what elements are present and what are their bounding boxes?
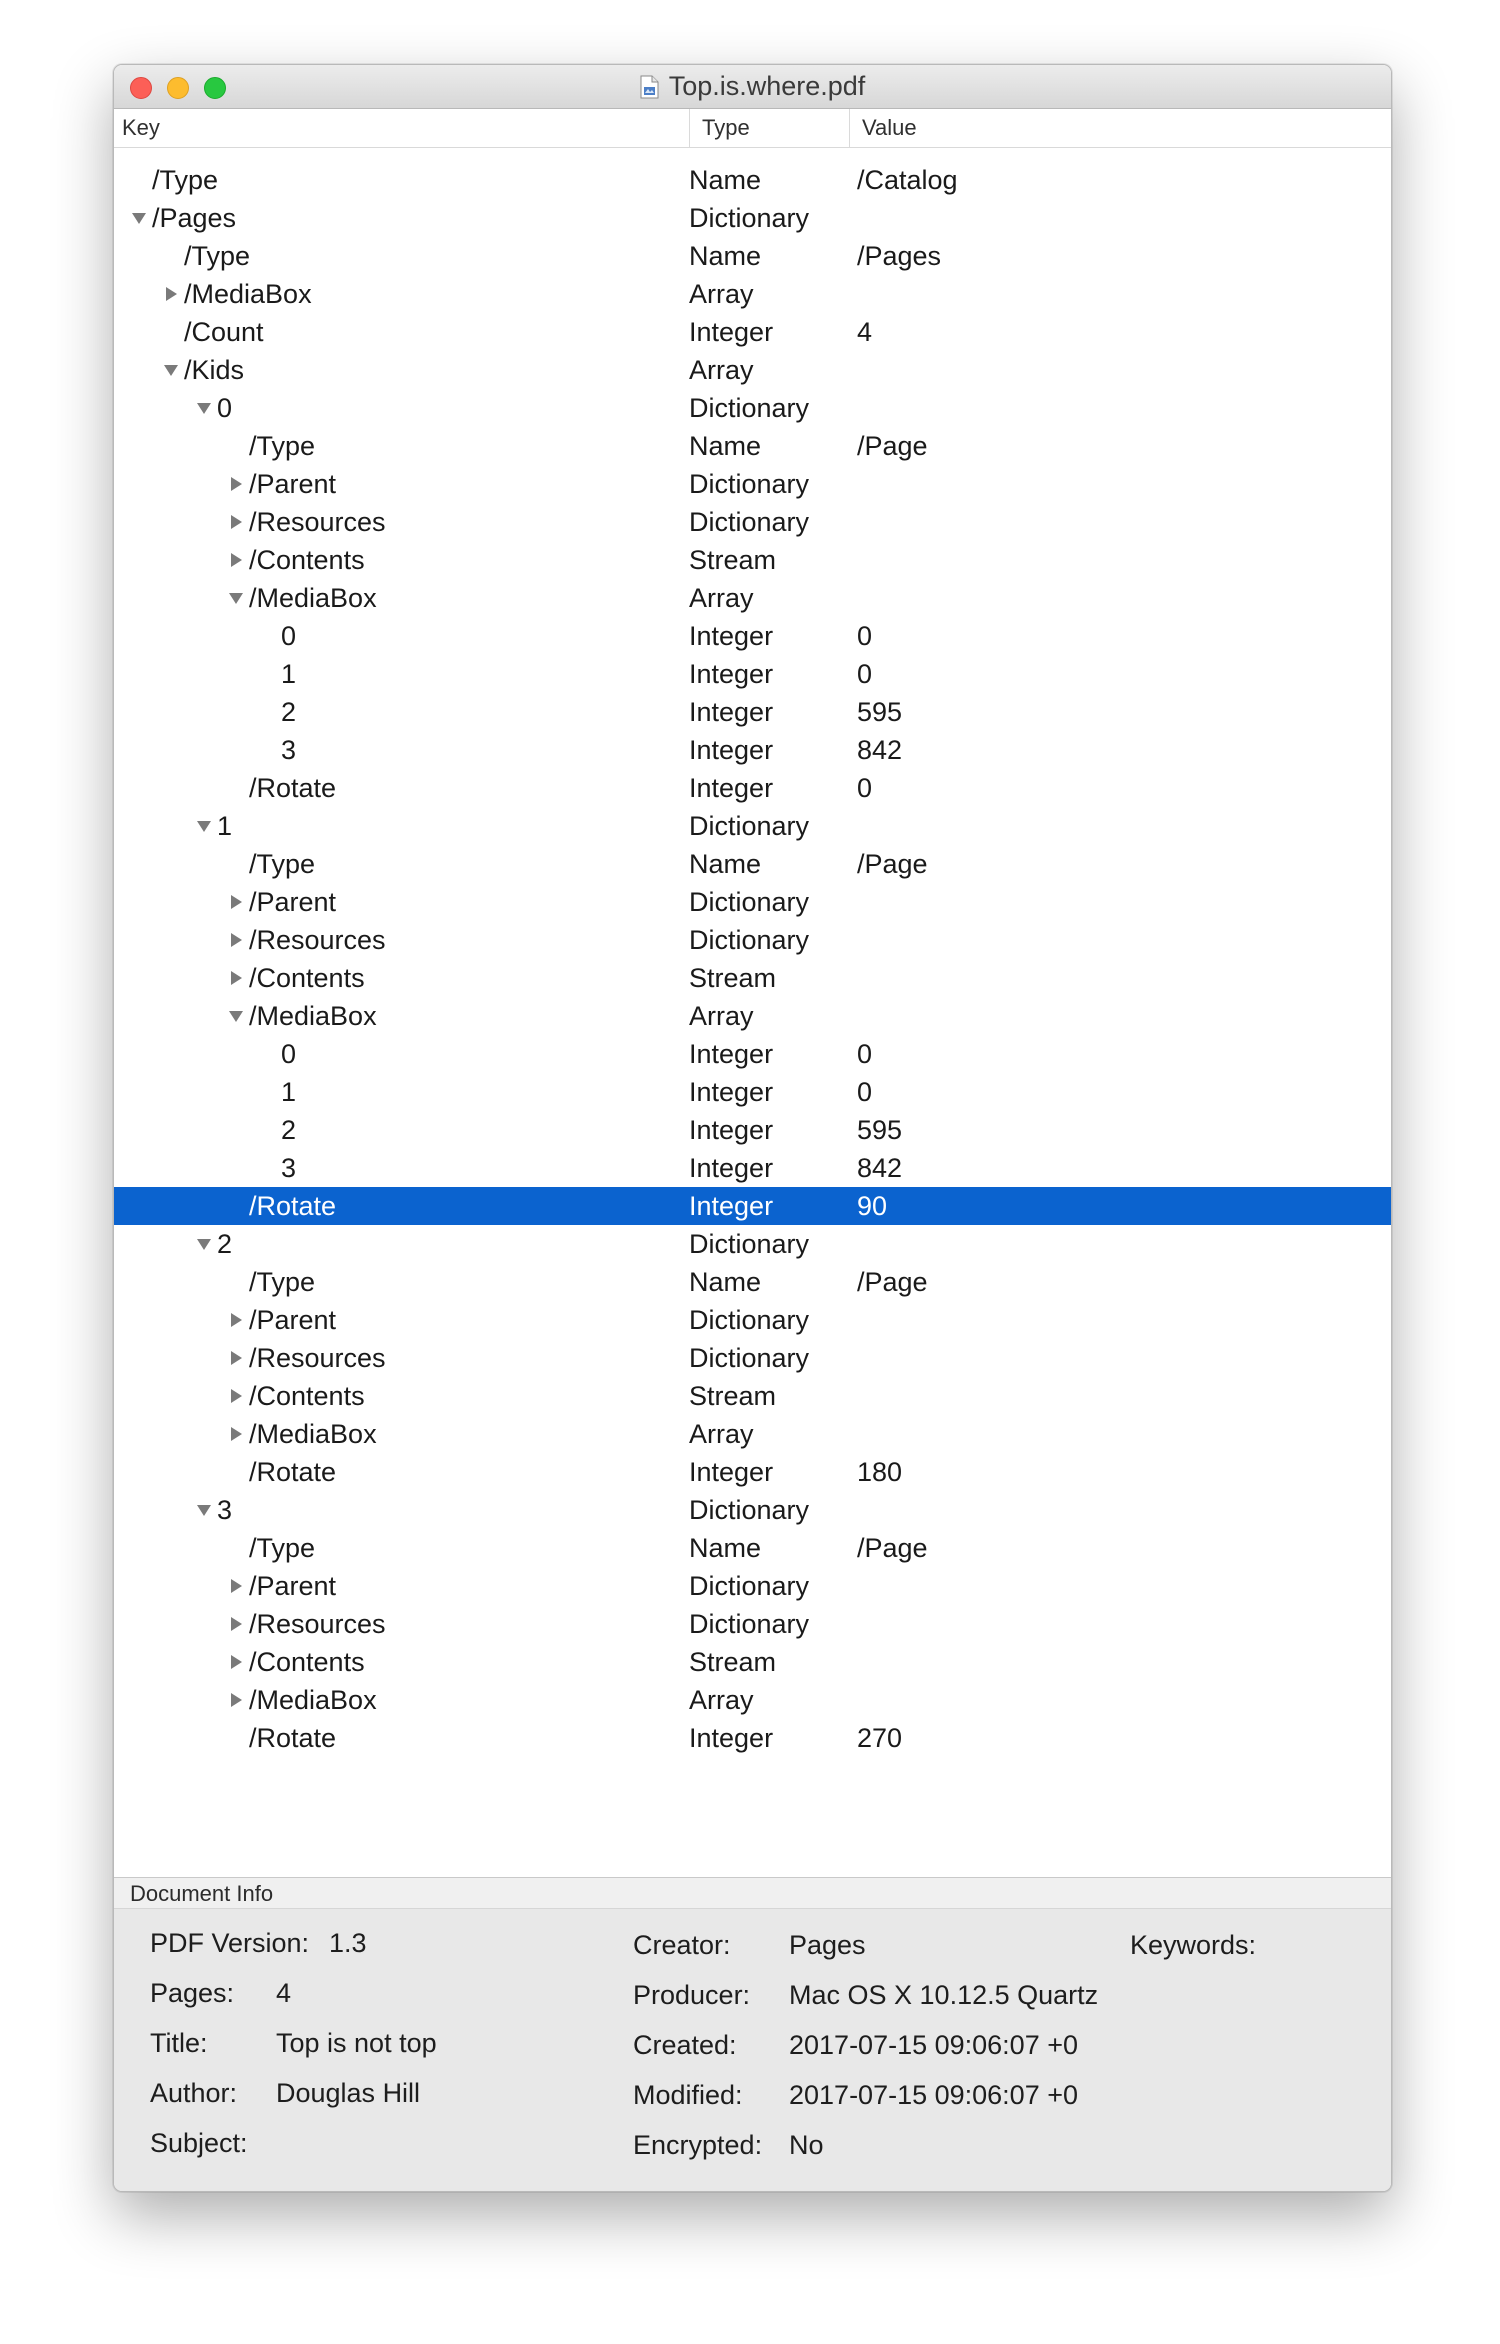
disclosure-triangle-right-icon[interactable] xyxy=(227,541,245,579)
row-type: Array xyxy=(689,1685,754,1715)
disclosure-triangle-right-icon[interactable] xyxy=(227,921,245,959)
row-type: Integer xyxy=(689,621,774,651)
outline-row[interactable] xyxy=(114,1719,1391,1757)
row-type: Array xyxy=(689,1419,754,1449)
created-label: Created: xyxy=(633,2030,737,2060)
row-key: /Type xyxy=(249,431,316,461)
outline-row[interactable] xyxy=(114,1035,1391,1073)
outline-row[interactable] xyxy=(114,807,1391,845)
disclosure-triangle-right-icon[interactable] xyxy=(227,1605,245,1643)
row-type: Integer xyxy=(689,317,774,347)
row-type: Dictionary xyxy=(689,887,810,917)
creator-value: Pages xyxy=(789,1930,866,1960)
producer-value: Mac OS X 10.12.5 Quartz xyxy=(789,1980,1099,2010)
outline-row[interactable] xyxy=(114,427,1391,465)
row-key: 3 xyxy=(281,1153,297,1183)
row-type: Name xyxy=(689,241,762,271)
disclosure-triangle-down-icon[interactable] xyxy=(195,1225,213,1263)
outline-row[interactable] xyxy=(114,693,1391,731)
row-key: /Type xyxy=(249,1533,316,1563)
row-value: /Page xyxy=(857,1267,928,1297)
row-value: 595 xyxy=(857,697,903,727)
window-title-group xyxy=(114,65,1391,108)
row-type: Name xyxy=(689,165,762,195)
disclosure-triangle-down-icon[interactable] xyxy=(227,997,245,1035)
outline-row[interactable] xyxy=(114,541,1391,579)
row-type: Stream xyxy=(689,1381,777,1411)
row-type: Dictionary xyxy=(689,1343,810,1373)
row-key: /Type xyxy=(249,1267,316,1297)
disclosure-triangle-down-icon[interactable] xyxy=(162,351,180,389)
outline-row[interactable] xyxy=(114,959,1391,997)
row-key: 1 xyxy=(281,659,297,689)
outline-row[interactable] xyxy=(114,731,1391,769)
row-key: /Type xyxy=(152,165,219,195)
row-key: /MediaBox xyxy=(249,1001,377,1031)
row-type: Stream xyxy=(689,963,777,993)
row-type: Dictionary xyxy=(689,393,810,423)
outline-row[interactable] xyxy=(114,883,1391,921)
disclosure-triangle-down-icon[interactable] xyxy=(195,807,213,845)
outline-row[interactable] xyxy=(114,1681,1391,1719)
row-key: /Rotate xyxy=(249,1723,337,1753)
row-key: 0 xyxy=(217,393,233,423)
row-type: Integer xyxy=(689,1077,774,1107)
pdf-object-outline[interactable] xyxy=(114,148,1391,1877)
row-key: /Resources xyxy=(249,925,386,955)
document-info-panel xyxy=(114,1909,1391,2191)
row-value: /Page xyxy=(857,431,928,461)
disclosure-triangle-down-icon[interactable] xyxy=(130,199,148,237)
row-key: /Contents xyxy=(249,545,365,575)
outline-row[interactable] xyxy=(114,1149,1391,1187)
disclosure-triangle-right-icon[interactable] xyxy=(227,883,245,921)
row-key: /Parent xyxy=(249,887,337,917)
row-type: Dictionary xyxy=(689,1305,810,1335)
row-type: Name xyxy=(689,1533,762,1563)
row-key: 0 xyxy=(281,621,297,651)
row-type: Stream xyxy=(689,545,777,575)
row-type: Stream xyxy=(689,1647,777,1677)
row-type: Dictionary xyxy=(689,925,810,955)
outline-row[interactable] xyxy=(114,1111,1391,1149)
pages-label: Pages: xyxy=(150,1978,235,2008)
row-key: /MediaBox xyxy=(249,583,377,613)
outline-row[interactable] xyxy=(114,1529,1391,1567)
disclosure-triangle-right-icon[interactable] xyxy=(227,1301,245,1339)
outline-row[interactable] xyxy=(114,1225,1391,1263)
pdf-document-icon[interactable] xyxy=(640,75,659,99)
outline-row[interactable] xyxy=(114,237,1391,275)
outline-row[interactable] xyxy=(114,1073,1391,1111)
pages-value: 4 xyxy=(276,1978,292,2008)
outline-row[interactable] xyxy=(114,769,1391,807)
row-type: Dictionary xyxy=(689,1495,810,1525)
row-key: 0 xyxy=(281,1039,297,1069)
row-type: Dictionary xyxy=(689,1571,810,1601)
outline-row[interactable] xyxy=(114,1567,1391,1605)
column-header-key[interactable]: Key xyxy=(122,115,160,140)
producer-label: Producer: xyxy=(633,1980,751,2010)
row-type: Integer xyxy=(689,773,774,803)
row-value: 270 xyxy=(857,1723,903,1753)
row-key: /Rotate xyxy=(249,1191,337,1221)
encrypted-label: Encrypted: xyxy=(633,2130,763,2160)
pdf-version-label: PDF Version: xyxy=(150,1928,310,1958)
outline-column-header xyxy=(114,109,1391,148)
disclosure-triangle-down-icon[interactable] xyxy=(195,389,213,427)
row-key: /Parent xyxy=(249,469,337,499)
row-type: Dictionary xyxy=(689,1229,810,1259)
disclosure-triangle-right-icon[interactable] xyxy=(227,959,245,997)
row-value: 0 xyxy=(857,621,873,651)
row-value: 90 xyxy=(857,1191,888,1221)
outline-row[interactable] xyxy=(114,1263,1391,1301)
row-value: 595 xyxy=(857,1115,903,1145)
outline-row[interactable] xyxy=(114,997,1391,1035)
row-key: /Pages xyxy=(152,203,237,233)
row-key: /Kids xyxy=(184,355,245,385)
author-label: Author: xyxy=(150,2078,238,2108)
row-value: 0 xyxy=(857,773,873,803)
disclosure-triangle-right-icon[interactable] xyxy=(227,1339,245,1377)
outline-row[interactable] xyxy=(114,1453,1391,1491)
outline-row[interactable] xyxy=(114,1605,1391,1643)
row-key: /Contents xyxy=(249,1647,365,1677)
outline-row[interactable] xyxy=(114,1301,1391,1339)
row-type: Integer xyxy=(689,1723,774,1753)
outline-row[interactable] xyxy=(114,199,1391,237)
row-type: Integer xyxy=(689,1457,774,1487)
row-key: /Contents xyxy=(249,1381,365,1411)
disclosure-triangle-right-icon[interactable] xyxy=(227,1415,245,1453)
outline-row[interactable] xyxy=(114,1377,1391,1415)
window-title: Top.is.where.pdf xyxy=(668,71,866,101)
row-type: Integer xyxy=(689,1115,774,1145)
row-type: Array xyxy=(689,1001,754,1031)
row-key: /Type xyxy=(184,241,251,271)
row-key: /Parent xyxy=(249,1571,337,1601)
disclosure-triangle-right-icon[interactable] xyxy=(162,275,180,313)
row-type: Array xyxy=(689,355,754,385)
row-key: 2 xyxy=(281,697,297,727)
row-type: Integer xyxy=(689,1039,774,1069)
pdf-version-value: 1.3 xyxy=(329,1928,367,1958)
row-key: /MediaBox xyxy=(249,1419,377,1449)
row-type: Integer xyxy=(689,1153,774,1183)
outline-row[interactable] xyxy=(114,655,1391,693)
keywords-label: Keywords: xyxy=(1130,1930,1257,1960)
row-key: 2 xyxy=(281,1115,297,1145)
row-key: 1 xyxy=(217,811,233,841)
row-type: Array xyxy=(689,583,754,613)
row-key: /Count xyxy=(184,317,264,347)
outline-row[interactable] xyxy=(114,503,1391,541)
row-key: /MediaBox xyxy=(184,279,312,309)
row-key: /Contents xyxy=(249,963,365,993)
outline-row[interactable] xyxy=(114,1491,1391,1529)
disclosure-triangle-down-icon[interactable] xyxy=(227,579,245,617)
outline-row[interactable] xyxy=(114,921,1391,959)
disclosure-triangle-right-icon[interactable] xyxy=(227,1377,245,1415)
row-value: 0 xyxy=(857,1077,873,1107)
row-type: Array xyxy=(689,279,754,309)
modified-label: Modified: xyxy=(633,2080,743,2110)
row-value: 842 xyxy=(857,735,903,765)
created-value: 2017-07-15 09:06:07 +0 xyxy=(789,2030,1078,2060)
outline-row[interactable] xyxy=(114,275,1391,313)
pdf-inspector-window xyxy=(113,64,1392,2192)
row-key: /Parent xyxy=(249,1305,337,1335)
outline-row[interactable] xyxy=(114,579,1391,617)
row-type: Integer xyxy=(689,1191,774,1221)
outline-row[interactable] xyxy=(114,161,1391,199)
title-label: Title: xyxy=(150,2028,208,2058)
row-type: Dictionary xyxy=(689,1609,810,1639)
disclosure-triangle-right-icon[interactable] xyxy=(227,1567,245,1605)
row-value: 0 xyxy=(857,1039,873,1069)
row-key: /Resources xyxy=(249,1343,386,1373)
row-type: Dictionary xyxy=(689,811,810,841)
row-type: Dictionary xyxy=(689,203,810,233)
row-key: 2 xyxy=(217,1229,233,1259)
row-type: Integer xyxy=(689,697,774,727)
encrypted-value: No xyxy=(789,2130,824,2160)
outline-row[interactable] xyxy=(114,465,1391,503)
row-type: Integer xyxy=(689,659,774,689)
row-value: 842 xyxy=(857,1153,903,1183)
row-type: Dictionary xyxy=(689,507,810,537)
outline-row[interactable] xyxy=(114,389,1391,427)
disclosure-triangle-right-icon[interactable] xyxy=(227,1681,245,1719)
row-value: /Page xyxy=(857,849,928,879)
row-type: Name xyxy=(689,1267,762,1297)
row-key: /Resources xyxy=(249,507,386,537)
disclosure-triangle-down-icon[interactable] xyxy=(195,1491,213,1529)
row-type: Integer xyxy=(689,735,774,765)
row-key: 1 xyxy=(281,1077,297,1107)
creator-label: Creator: xyxy=(633,1930,731,1960)
outline-row[interactable] xyxy=(114,1415,1391,1453)
title-bar[interactable] xyxy=(114,65,1391,109)
disclosure-triangle-right-icon[interactable] xyxy=(227,1643,245,1681)
row-key: /Type xyxy=(249,849,316,879)
row-type: Name xyxy=(689,431,762,461)
row-value: /Page xyxy=(857,1533,928,1563)
row-value: /Catalog xyxy=(857,165,958,195)
row-key: 3 xyxy=(281,735,297,765)
document-info-header: Document Info xyxy=(114,1877,1391,1909)
author-value: Douglas Hill xyxy=(276,2078,421,2108)
modified-value: 2017-07-15 09:06:07 +0 xyxy=(789,2080,1078,2110)
subject-label: Subject: xyxy=(150,2128,248,2158)
disclosure-triangle-right-icon[interactable] xyxy=(227,503,245,541)
row-value: /Pages xyxy=(857,241,942,271)
column-header-type[interactable]: Type xyxy=(689,109,849,147)
outline-row[interactable] xyxy=(114,1339,1391,1377)
row-key: /Rotate xyxy=(249,773,337,803)
outline-row[interactable] xyxy=(114,313,1391,351)
outline-row[interactable] xyxy=(114,845,1391,883)
outline-row[interactable] xyxy=(114,1187,1391,1225)
row-key: /MediaBox xyxy=(249,1685,377,1715)
outline-row[interactable] xyxy=(114,1643,1391,1681)
outline-row[interactable] xyxy=(114,351,1391,389)
row-value: 4 xyxy=(857,317,873,347)
row-key: /Resources xyxy=(249,1609,386,1639)
row-type: Name xyxy=(689,849,762,879)
row-value: 180 xyxy=(857,1457,903,1487)
row-key: /Rotate xyxy=(249,1457,337,1487)
row-key: 3 xyxy=(217,1495,233,1525)
row-type: Dictionary xyxy=(689,469,810,499)
outline-row[interactable] xyxy=(114,617,1391,655)
title-value: Top is not top xyxy=(276,2028,437,2058)
column-header-value[interactable]: Value xyxy=(849,109,1389,147)
row-value: 0 xyxy=(857,659,873,689)
disclosure-triangle-right-icon[interactable] xyxy=(227,465,245,503)
